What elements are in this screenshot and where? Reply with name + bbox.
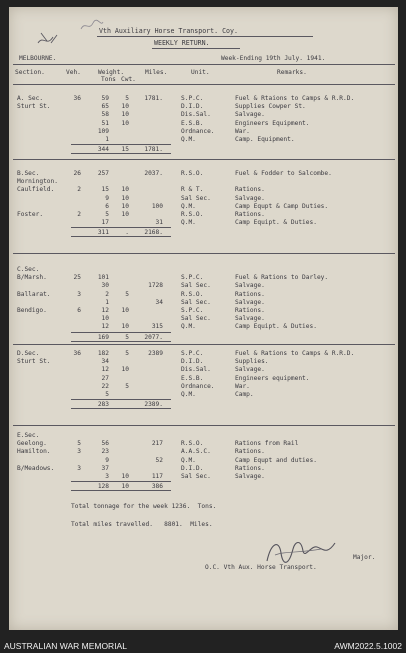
subtotal-double-rule — [71, 153, 171, 154]
table-row — [9, 358, 398, 366]
unit-cell: A.A.S.C. — [181, 448, 211, 456]
remarks-cell: Salvage. — [235, 366, 265, 374]
table-row — [9, 186, 398, 194]
miles-cell: 34 — [155, 298, 163, 306]
miles-cell: 2389 — [148, 350, 163, 357]
unit-cell: R & T. — [181, 186, 204, 194]
remarks-cell: War. — [235, 382, 250, 390]
table-row — [9, 178, 398, 186]
table-row — [9, 136, 398, 144]
miles-cell: 2037. — [144, 170, 163, 177]
tons-cell: 12 — [101, 366, 109, 374]
table-row — [9, 103, 398, 111]
remarks-cell: Salvage. — [235, 282, 265, 290]
cwt-cell: 5 — [125, 290, 129, 298]
tons-cell: 9 — [105, 456, 109, 464]
vehicles-cell: 2 — [77, 186, 81, 194]
subtotal-tons: 311 — [97, 229, 109, 237]
tons-cell: 182 — [97, 350, 109, 357]
unit-cell: S.P.C. — [181, 350, 204, 357]
cwt-cell: 5 — [125, 350, 129, 357]
section-cell: Caulfield. — [17, 186, 55, 194]
section-cell: B.Sec. — [17, 170, 40, 177]
remarks-cell: Engineers equipment. — [235, 374, 310, 382]
tons-cell: 17 — [101, 219, 109, 227]
section-cell: B/Marsh. — [17, 274, 47, 282]
table-row — [9, 266, 398, 274]
remarks-cell: Camp Equipt. & Duties. — [235, 219, 317, 227]
subtotal-tons: 283 — [97, 401, 109, 409]
remarks-cell: Rations. — [235, 211, 265, 218]
table-row — [9, 366, 398, 374]
cwt-cell: 5 — [125, 95, 129, 102]
signatory-rank: Major. — [353, 554, 376, 561]
remarks-cell: Camp Equpt & Camp Duties. — [235, 202, 329, 210]
week-ending-label: Week-Ending 19th July. 1941. — [221, 55, 326, 62]
table-row — [9, 350, 398, 358]
tons-cell: 5 — [105, 211, 109, 218]
tons-cell: 37 — [101, 464, 109, 472]
section-separator — [13, 344, 395, 345]
tons-cell: 12 — [101, 323, 109, 331]
vehicles-cell: 3 — [77, 290, 81, 298]
tons-cell: 30 — [101, 282, 109, 290]
header-unit: Unit. — [191, 69, 210, 76]
vehicles-cell: 36 — [73, 95, 81, 102]
remarks-cell: War. — [235, 127, 250, 135]
tons-cell: 51 — [101, 119, 109, 127]
subtotal-rule — [71, 481, 171, 482]
table-row — [9, 375, 398, 383]
table-row — [9, 111, 398, 119]
cwt-cell: 10 — [121, 186, 129, 194]
remarks-cell: Salvage. — [235, 473, 265, 480]
unit-cell: D.I.D. — [181, 464, 204, 472]
subtotal-miles: 386 — [151, 483, 163, 491]
table-row — [9, 307, 398, 315]
table-row — [9, 95, 398, 103]
vehicles-cell: 26 — [73, 170, 81, 177]
section-cell: Sturt St. — [17, 358, 51, 366]
tons-cell: 15 — [101, 186, 109, 194]
section-separator — [13, 425, 395, 426]
remarks-cell: Rations. — [235, 186, 265, 194]
unit-cell: D.I.D. — [181, 103, 204, 111]
remarks-cell: Engineers Equipment. — [235, 119, 310, 127]
subtotal-row — [9, 483, 398, 491]
tons-cell: 59 — [101, 95, 109, 102]
unit-cell: Sal Sec. — [181, 473, 211, 480]
subtotal-rule — [71, 227, 171, 228]
unit-cell: Ordnance. — [181, 382, 215, 390]
tons-cell: 9 — [105, 194, 109, 202]
unit-cell: R.S.O. — [181, 440, 204, 448]
miles-cell: 117 — [151, 473, 163, 480]
subtotal-rule — [71, 144, 171, 145]
unit-cell: E.S.B. — [181, 374, 204, 382]
unit-cell: S.P.C. — [181, 95, 204, 102]
cwt-cell: 5 — [125, 382, 129, 390]
cwt-cell: 10 — [121, 202, 129, 210]
tons-cell: 1 — [105, 136, 109, 143]
subtotal-cwt: . — [125, 229, 129, 237]
vehicles-cell: 2 — [77, 211, 81, 218]
title-underline — [97, 36, 313, 37]
header-remarks: Remarks. — [277, 69, 307, 76]
subtotal-double-rule — [71, 490, 171, 491]
tons-cell: 22 — [101, 382, 109, 390]
miles-cell: 1728 — [148, 282, 163, 290]
remarks-cell: Rations. — [235, 464, 265, 472]
section-separator — [13, 253, 395, 254]
subtotal-miles: 2389. — [144, 401, 163, 409]
archive-name: AUSTRALIAN WAR MEMORIAL — [4, 641, 127, 651]
table-row — [9, 274, 398, 282]
remarks-cell: Supplies Cowper St. — [235, 103, 306, 111]
section-cell: C.Sec. — [17, 266, 40, 273]
section-cell: A. Sec. — [17, 95, 44, 102]
tons-cell: 23 — [101, 448, 109, 456]
subtotal-double-rule — [71, 341, 171, 342]
tons-cell: 27 — [101, 374, 109, 382]
miles-cell: 315 — [151, 323, 163, 331]
unit-cell: R.S.O. — [181, 290, 204, 298]
unit-cell: Q.M. — [181, 323, 196, 331]
subtotal-rule — [71, 399, 171, 400]
tons-cell: 34 — [101, 358, 109, 366]
remarks-cell: Camp Equpt and duties. — [235, 456, 317, 464]
remarks-cell: Salvage. — [235, 298, 265, 306]
miles-cell: 31 — [155, 219, 163, 227]
table-row — [9, 195, 398, 203]
tons-cell: 109 — [97, 127, 109, 135]
unit-cell: S.P.C. — [181, 307, 204, 314]
document-title: Vth Auxiliary Horse Transport. Coy. — [99, 27, 238, 35]
cwt-cell: 10 — [121, 366, 129, 374]
total-miles: Total miles travelled. 8801. Miles. — [71, 521, 213, 528]
vehicles-cell: 36 — [73, 350, 81, 357]
subtotal-miles: 2077. — [144, 333, 163, 341]
tons-cell: 6 — [105, 202, 109, 210]
corner-emblem-icon — [35, 29, 61, 49]
unit-cell: Sal Sec. — [181, 298, 211, 306]
remarks-cell: Salvage. — [235, 111, 265, 119]
section-cell: Geelong. — [17, 440, 47, 448]
remarks-cell: Rations. — [235, 307, 265, 314]
header-top-rule — [13, 64, 395, 65]
tons-cell: 65 — [101, 103, 109, 111]
subtotal-tons: 128 — [97, 483, 109, 491]
table-row — [9, 315, 398, 323]
table-row — [9, 473, 398, 481]
subtotal-cwt: 15 — [121, 146, 129, 154]
header-bottom-rule — [13, 84, 395, 85]
unit-cell: S.P.C. — [181, 274, 204, 282]
section-cell: D.Sec. — [17, 350, 40, 357]
tons-cell: 12 — [101, 307, 109, 314]
unit-cell: E.S.B. — [181, 119, 204, 127]
cwt-cell: 10 — [121, 194, 129, 202]
remarks-cell: Fuel & Fodder to Salcombe. — [235, 170, 332, 177]
subtotal-double-rule — [71, 408, 171, 409]
header-tons: Tons — [101, 76, 116, 83]
section-cell: Hamilton. — [17, 448, 51, 456]
remarks-cell: Fuel & Rations to Camps & R.R.D. — [235, 350, 355, 357]
miles-cell: 217 — [151, 440, 163, 448]
tons-cell: 2 — [105, 290, 109, 298]
remarks-cell: Fuel & Rations to Darley. — [235, 274, 329, 282]
subtotal-miles: 2168. — [144, 229, 163, 237]
section-cell: Mornington. — [17, 178, 58, 186]
document-subtitle: WEEKLY RETURN. — [154, 39, 210, 47]
table-row — [9, 299, 398, 307]
cwt-cell: 10 — [121, 473, 129, 480]
handwritten-signature-icon — [261, 535, 341, 567]
unit-cell: R.S.O. — [181, 211, 204, 218]
table-row — [9, 219, 398, 227]
cwt-cell: 10 — [121, 119, 129, 127]
table-row — [9, 291, 398, 299]
tons-cell: 101 — [97, 274, 109, 282]
tons-cell: 3 — [105, 473, 109, 480]
table-row — [9, 383, 398, 391]
tons-cell: 56 — [101, 440, 109, 448]
subtotal-row — [9, 146, 398, 154]
remarks-cell: Camp. Equipment. — [235, 136, 295, 143]
miles-cell: 100 — [151, 202, 163, 210]
subtotal-miles: 1781. — [144, 146, 163, 154]
section-cell: B/Meadows. — [17, 464, 55, 472]
cwt-cell: 10 — [121, 111, 129, 119]
section-cell: Bendigo. — [17, 307, 47, 314]
header-weight: Weight. — [98, 69, 125, 76]
subtotal-row — [9, 334, 398, 342]
remarks-cell: Fuel & Rtaions to Camps & R.R.D. — [235, 95, 355, 102]
subtotal-cwt: 5 — [125, 333, 129, 341]
table-row — [9, 120, 398, 128]
tons-cell: 10 — [101, 315, 109, 323]
unit-cell: Q.M. — [181, 136, 196, 143]
miles-cell: 52 — [155, 456, 163, 464]
subtotal-row — [9, 229, 398, 237]
cwt-cell: 10 — [121, 211, 129, 218]
tons-cell: 1 — [105, 298, 109, 306]
unit-cell: Sal Sec. — [181, 315, 211, 323]
signatory-title: O.C. Vth Aux. Horse Transport. — [205, 564, 317, 571]
tons-cell: 5 — [105, 391, 109, 398]
remarks-cell: Rations. — [235, 448, 265, 456]
header-section: Section. — [15, 69, 45, 76]
unit-cell: Dis.Sal. — [181, 111, 211, 119]
header-cwt: Cwt. — [121, 76, 136, 83]
location-label: MELBOURNE. — [19, 55, 57, 62]
table-row — [9, 448, 398, 456]
unit-cell: Dis.Sal. — [181, 366, 211, 374]
remarks-cell: Camp. — [235, 391, 254, 398]
subtotal-tons: 169 — [97, 333, 109, 341]
vehicles-cell: 3 — [77, 448, 81, 456]
unit-cell: Q.M. — [181, 219, 196, 227]
table-row — [9, 432, 398, 440]
table-row — [9, 465, 398, 473]
vehicles-cell: 25 — [73, 274, 81, 282]
table-row — [9, 203, 398, 211]
unit-cell: R.S.O. — [181, 170, 204, 177]
cwt-cell: 10 — [121, 307, 129, 314]
table-row — [9, 440, 398, 448]
remarks-cell: Salvage. — [235, 315, 265, 323]
table-row — [9, 170, 398, 178]
remarks-cell: Supplies. — [235, 358, 269, 366]
unit-cell: Q.M. — [181, 202, 196, 210]
table-row — [9, 323, 398, 331]
vehicles-cell: 5 — [77, 440, 81, 448]
subtotal-tons: 344 — [97, 146, 109, 154]
section-cell: Ballarat. — [17, 290, 51, 298]
table-row — [9, 128, 398, 136]
unit-cell: Ordnance. — [181, 127, 215, 135]
archive-footer — [0, 640, 406, 653]
unit-cell: Q.M. — [181, 391, 196, 398]
unit-cell: Sal Sec. — [181, 282, 211, 290]
header-veh: Veh. — [66, 69, 81, 76]
unit-cell: Sal Sec. — [181, 194, 211, 202]
tons-cell: 257 — [97, 170, 109, 177]
section-cell: E.Sec. — [17, 432, 40, 439]
total-tonnage: Total tonnage for the week 1236. Tons. — [71, 503, 217, 510]
cwt-cell: 10 — [121, 323, 129, 331]
remarks-cell: Camp Equipt. & Duties. — [235, 323, 317, 331]
remarks-cell: Rations. — [235, 290, 265, 298]
subtotal-double-rule — [71, 236, 171, 237]
cwt-cell: 10 — [121, 103, 129, 111]
subtotal-row — [9, 401, 398, 409]
header-miles: Miles. — [145, 69, 168, 76]
tons-cell: 58 — [101, 111, 109, 119]
remarks-cell: Salvage. — [235, 194, 265, 202]
subtotal-cwt: 10 — [121, 483, 129, 491]
unit-cell: Q.M. — [181, 456, 196, 464]
section-cell: Sturt St. — [17, 103, 51, 111]
vehicles-cell: 6 — [77, 307, 81, 314]
accession-number: AWM2022.5.1002 — [334, 641, 402, 651]
table-row — [9, 391, 398, 399]
subtotal-rule — [71, 332, 171, 333]
miles-cell: 1781. — [144, 95, 163, 102]
section-cell: Foster. — [17, 211, 44, 218]
document-page — [9, 7, 398, 630]
unit-cell: D.I.D. — [181, 358, 204, 366]
remarks-cell: Rations from Rail — [235, 440, 299, 448]
subtitle-underline — [152, 48, 240, 49]
table-row — [9, 211, 398, 219]
table-row — [9, 282, 398, 290]
section-separator — [13, 159, 395, 160]
vehicles-cell: 3 — [77, 464, 81, 472]
table-row — [9, 457, 398, 465]
